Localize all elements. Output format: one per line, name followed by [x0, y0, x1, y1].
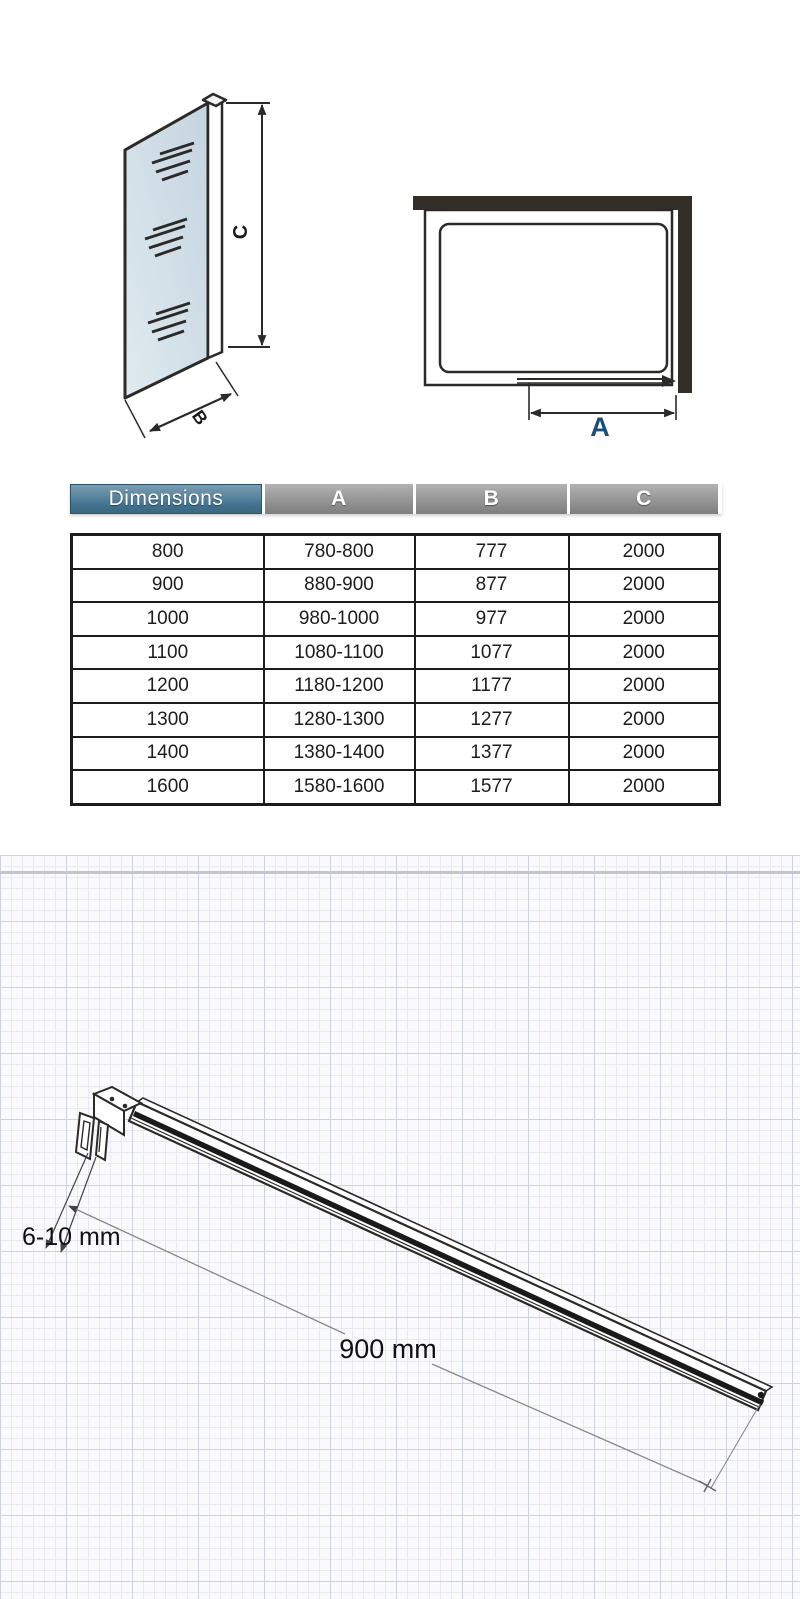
table-cell: 1577 — [415, 770, 569, 804]
table-cell: 2000 — [569, 737, 720, 771]
wall-profile — [208, 103, 222, 358]
table-cell: 1300 — [72, 703, 264, 737]
glass-pane — [125, 103, 208, 398]
table-cell: 800 — [72, 535, 264, 569]
top-view-diagram — [413, 196, 692, 442]
header-cell-a: A — [262, 484, 413, 514]
dim-b-label: B — [187, 406, 212, 429]
table-cell: 880-900 — [264, 569, 415, 603]
table-cell: 977 — [415, 602, 569, 636]
table-row — [72, 602, 720, 636]
table-cell: 2000 — [569, 569, 720, 603]
product-diagrams — [0, 0, 800, 470]
table-cell: 777 — [415, 535, 569, 569]
table-cell: 1180-1200 — [264, 669, 415, 703]
spec-table — [70, 484, 722, 806]
graph-paper — [0, 855, 800, 1599]
spec-table-header — [70, 484, 722, 514]
table-cell: 1100 — [72, 636, 264, 670]
dim-c-label: C — [230, 224, 252, 240]
dim-a-label: A — [590, 412, 610, 442]
table-cell: 1580-1600 — [264, 770, 415, 804]
bar-length-label: 900 mm — [339, 1334, 437, 1364]
table-cell: 1377 — [415, 737, 569, 771]
table-cell: 1280-1300 — [264, 703, 415, 737]
table-cell: 1400 — [72, 737, 264, 771]
table-cell: 2000 — [569, 770, 720, 804]
table-cell: 1200 — [72, 669, 264, 703]
spec-table-grid — [70, 533, 721, 806]
table-cell: 980-1000 — [264, 602, 415, 636]
table-cell: 1077 — [415, 636, 569, 670]
header-cell-c: C — [567, 484, 718, 514]
spec-table-body — [72, 535, 720, 805]
table-cell: 1080-1100 — [264, 636, 415, 670]
table-row — [72, 737, 720, 771]
table-cell: 2000 — [569, 535, 720, 569]
table-cell: 1380-1400 — [264, 737, 415, 771]
table-cell: 1000 — [72, 602, 264, 636]
table-cell: 900 — [72, 569, 264, 603]
header-cell-dimensions: Dimensions — [70, 484, 262, 514]
table-row — [72, 703, 720, 737]
table-row — [72, 770, 720, 804]
table-cell: 2000 — [569, 703, 720, 737]
glass-thickness-label: 6-10 mm — [22, 1223, 121, 1251]
table-cell: 877 — [415, 569, 569, 603]
support-bar-diagram — [0, 855, 800, 1599]
table-row — [72, 569, 720, 603]
glass-panel-diagram — [125, 94, 270, 438]
table-cell: 1277 — [415, 703, 569, 737]
table-cell: 1600 — [72, 770, 264, 804]
table-row — [72, 669, 720, 703]
table-cell: 2000 — [569, 669, 720, 703]
table-cell: 2000 — [569, 636, 720, 670]
table-cell: 780-800 — [264, 535, 415, 569]
table-cell: 2000 — [569, 602, 720, 636]
table-row — [72, 535, 720, 569]
shower-tray — [440, 224, 667, 372]
table-cell: 1177 — [415, 669, 569, 703]
header-cell-b: B — [413, 484, 567, 514]
support-bar — [129, 1098, 772, 1410]
table-row — [72, 636, 720, 670]
